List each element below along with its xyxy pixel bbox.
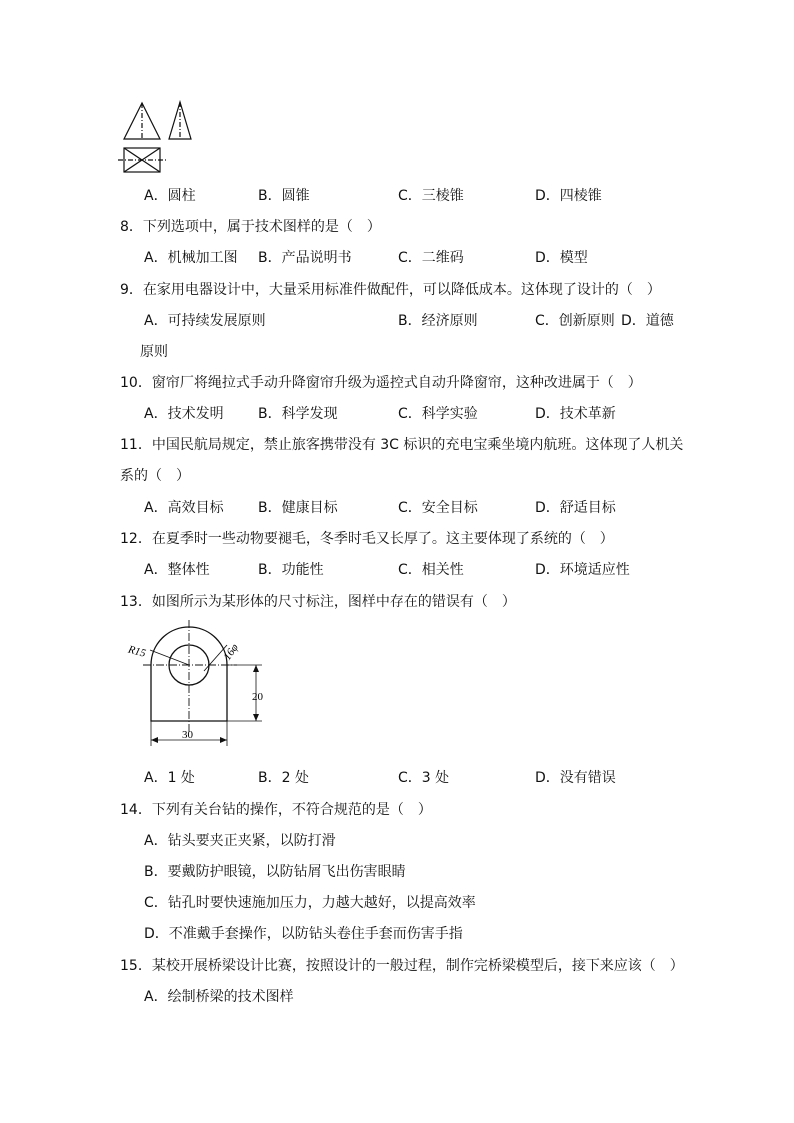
width-label: 30 [182,729,193,741]
q12-option-d: D．环境适应性 [535,562,630,578]
q11-option-c: C．安全目标 [398,500,478,516]
q15-option-a: A．绘制桥梁的技术图样 [144,989,294,1005]
q8-option-d: D．模型 [535,250,588,266]
q8-option-c: C．二维码 [398,250,464,266]
q11-stem: 11．中国民航局规定，禁止旅客携带没有 3C 标识的充电宝乘坐境内航班。这体现了人机关 [120,437,684,453]
q10-option-c: C．科学实验 [398,406,478,422]
q9-option-d-wrap: 原则 [140,344,168,360]
q14-option-d: D．不准戴手套操作，以防钻头卷住手套而伤害手指 [144,926,463,942]
q12-option-a: A．整体性 [144,562,210,578]
q15-stem: 15．某校开展桥梁设计比赛，按照设计的一般过程，制作完桥梁模型后，接下来应该（ ） [120,958,684,974]
q8-option-a: A．机械加工图 [144,250,238,266]
q14-option-b: B．要戴防护眼镜，以防钻屑飞出伤害眼睛 [144,864,406,880]
q13-option-a: A．1 处 [144,770,195,786]
q9-option-c: C．创新原则 [535,313,615,329]
q9-stem: 9．在家用电器设计中，大量采用标准件做配件，可以降低成本。这体现了设计的（ ） [120,282,661,298]
diameter-label: 16φ [221,641,241,663]
height-label: 20 [252,691,263,703]
q14-option-c: C．钻孔时要快速施加压力，力越大越好，以提高效率 [144,895,476,911]
q8-stem: 8．下列选项中，属于技术图样的是（ ） [120,219,381,235]
q11-option-a: A．高效目标 [144,500,224,516]
q11-option-d: D．舒适目标 [535,500,616,516]
q10-option-b: B．科学发现 [258,406,338,422]
q8-option-b: B．产品说明书 [258,250,352,266]
radius-label: R15 [126,643,148,660]
q10-stem: 10．窗帘厂将绳拉式手动升降窗帘升级为遥控式自动升降窗帘，这种改进属于（ ） [120,375,642,391]
q13-option-b: B．2 处 [258,770,309,786]
q9-option-d: D．道德 [621,313,674,329]
q9-option-a: A．可持续发展原则 [144,313,266,329]
q13-option-d: D．没有错误 [535,770,616,786]
q14-option-a: A．钻头要夹正夹紧，以防打滑 [144,833,336,849]
q12-option-c: C．相关性 [398,562,464,578]
q7-option-a: A．圆柱 [144,188,196,204]
q10-option-a: A．技术发明 [144,406,224,422]
q9-option-b: B．经济原则 [398,313,478,329]
q13-option-c: C．3 处 [398,770,450,786]
q10-option-d: D．技术革新 [535,406,616,422]
q14-stem: 14．下列有关台钻的操作，不符合规范的是（ ） [120,802,432,818]
q7-option-c: C．三棱锥 [398,188,464,204]
q11-option-b: B．健康目标 [258,500,338,516]
q12-option-b: B．功能性 [258,562,324,578]
q12-stem: 12．在夏季时一些动物要褪毛，冬季时毛又长厚了。这主要体现了系统的（ ） [120,531,614,547]
q7-option-d: D．四棱锥 [535,188,602,204]
q7-option-b: B．圆锥 [258,188,310,204]
q11-stem-cont: 系的（ ） [120,468,190,484]
q13-stem: 13．如图所示为某形体的尺寸标注，图样中存在的错误有（ ） [120,594,516,610]
